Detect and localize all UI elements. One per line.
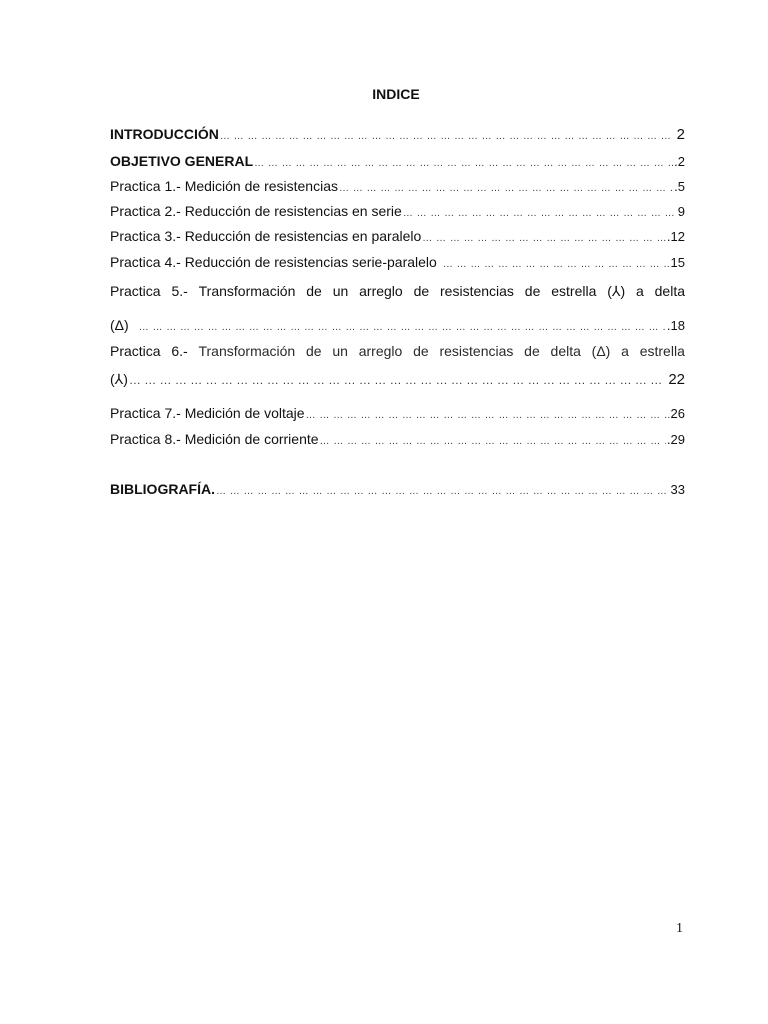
toc-dot-leader xyxy=(422,233,666,244)
toc-entry-page: .12 xyxy=(666,229,685,244)
toc-entry-practica-3[interactable] xyxy=(110,228,685,244)
toc-word: estrella xyxy=(639,343,685,359)
toc-word: (Δ) xyxy=(591,343,611,359)
toc-word: Practica xyxy=(110,343,161,359)
toc-entry-label: BIBLIOGRAFÍA. xyxy=(110,481,215,497)
toc-entry-page: .29 xyxy=(666,432,685,447)
toc-entry-label: OBJETIVO GENERAL xyxy=(110,153,254,169)
toc-word: arreglo xyxy=(359,283,403,299)
toc-word: Transformación xyxy=(198,343,296,359)
toc-dot-leader xyxy=(403,208,677,219)
toc-entry-practica-2[interactable] xyxy=(110,203,685,219)
toc-dot-leader xyxy=(254,158,673,169)
toc-entry-page: .2 xyxy=(674,154,685,169)
toc-entry-page: 22 xyxy=(668,371,685,388)
toc-entry-objetivo-general[interactable] xyxy=(110,153,685,169)
toc-word: arreglo xyxy=(358,343,403,359)
toc-entry-page: 9 xyxy=(677,204,685,219)
toc-entry-label: Practica 8.- Medición de corriente xyxy=(110,431,319,447)
toc-word: delta xyxy=(654,283,685,299)
toc-word: un xyxy=(332,283,349,299)
toc-word: Transformación xyxy=(198,283,296,299)
toc-entry-practica-4[interactable] xyxy=(110,254,685,270)
toc-entry-page: 2 xyxy=(676,126,685,143)
toc-word: (⅄) xyxy=(607,283,626,299)
toc-word: de xyxy=(413,343,429,359)
toc-entry-page: .5 xyxy=(674,179,685,194)
toc-word: de xyxy=(413,283,430,299)
toc-entry-bibliografia[interactable] xyxy=(110,481,685,497)
toc-word: a xyxy=(621,343,629,359)
toc-entry-practica-5-line-1[interactable] xyxy=(110,283,685,300)
toc-word: 6.- xyxy=(171,343,188,359)
toc-entry-page: .18 xyxy=(666,318,685,333)
toc-dot-leader xyxy=(339,183,673,194)
toc-word: resistencias xyxy=(440,283,514,299)
toc-dot-leader xyxy=(139,322,666,333)
toc-dot-leader xyxy=(220,131,676,142)
toc-entry-practica-1[interactable] xyxy=(110,178,685,194)
toc-entry-practica-6-line-2[interactable] xyxy=(110,371,685,388)
toc-entry-practica-7[interactable] xyxy=(110,405,685,421)
toc-entry-practica-5-line-2[interactable] xyxy=(110,317,685,333)
toc-word: a xyxy=(635,283,644,299)
toc-dot-leader xyxy=(320,436,666,447)
toc-word: delta xyxy=(550,343,581,359)
toc-word: de xyxy=(524,283,541,299)
toc-entry-page: 33 xyxy=(670,482,685,497)
toc-entry-label: (⅄) xyxy=(110,371,128,387)
toc-entry-label: Practica 7.- Medición de voltaje xyxy=(110,405,305,421)
page-title: INDICE xyxy=(372,86,420,102)
toc-dot-leader xyxy=(129,373,667,387)
toc-entry-label: Practica 4.- Reducción de resistencias serie-paralelo xyxy=(110,254,437,270)
toc-word: resistencias xyxy=(439,343,514,359)
toc-entry-label: (Δ) xyxy=(110,317,129,333)
toc-entry-introduccion[interactable] xyxy=(110,126,685,143)
toc-dot-leader xyxy=(306,410,670,421)
toc-word: de xyxy=(524,343,540,359)
toc-word: estrella xyxy=(551,283,597,299)
toc-entry-practica-6-line-1[interactable] xyxy=(110,343,685,359)
toc-entry-label: Practica 3.- Reducción de resistencias en paralelo xyxy=(110,228,422,244)
toc-word: 5.- xyxy=(171,283,188,299)
toc-word: Practica xyxy=(110,283,161,299)
toc-word: de xyxy=(306,343,322,359)
toc-entry-page: 15 xyxy=(670,255,685,270)
toc-entry-practica-8[interactable] xyxy=(110,431,685,447)
page-number: 1 xyxy=(676,921,683,936)
toc-dot-leader xyxy=(443,259,670,270)
toc-dot-leader xyxy=(216,486,670,497)
toc-word: un xyxy=(332,343,348,359)
toc-entry-page: 26 xyxy=(670,406,685,421)
toc-word: de xyxy=(306,283,322,299)
toc-entry-label: Practica 2.- Reducción de resistencias en serie xyxy=(110,203,402,219)
toc-entry-label: Practica 1.- Medición de resistencias xyxy=(110,178,338,194)
toc-entry-label: INTRODUCCIÓN xyxy=(110,126,219,142)
